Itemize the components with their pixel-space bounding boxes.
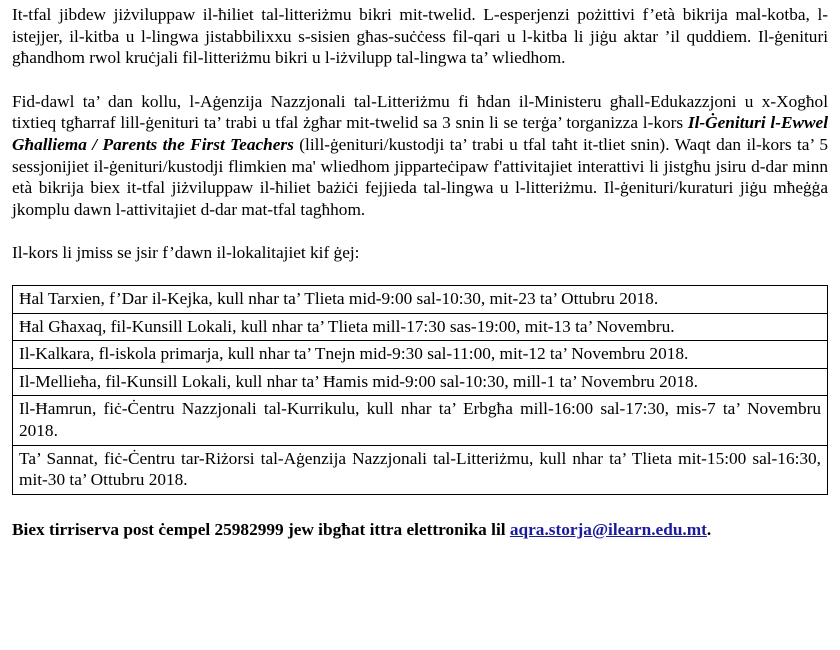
contact-text: Biex tirriserva post ċempel 25982999 jew ibgħat ittra elettronika lil (12, 519, 510, 539)
course-text-after: (lill-ġenituri/kustodji ta’ trabi u tfal taħt it-tliet snin). Waqt dan il-kors ta’ 5 sessjonijiet il-ġenituri/kustodji flimkien ma' wliedhom jipparteċipaw f'attivitajiet interattivi li jistgħu jsiru d-dar minn età bikrija biex it-tfal jiżviluppaw il-ħiliet bażiċi fejjieda tal-lingwa u l-litteriżmu. Il-ġenituri/kuraturi jiġu mħeġġa jkomplu dawn l-attivitajiet d-dar mat-tfal tagħhom. (12, 134, 828, 219)
table-row (13, 341, 828, 369)
table-row (13, 445, 828, 494)
course-title: Il-Ġenituri l-Ewwel Għalliema / Parents the First Teachers (12, 113, 829, 154)
email-link[interactable]: aqra.storja@ilearn.edu.mt (509, 519, 707, 539)
schedule-cell-kalkara: Il-Kalkara, fl-iskola primarja, kull nhar ta’ Tnejn mid-9:30 sal-11:00, mit-12 ta’ Novembru 2018. (13, 341, 828, 369)
contact-end: . (706, 519, 712, 539)
schedule-cell-ghaxaq: Ħal Għaxaq, fil-Kunsill Lokali, kull nhar ta’ Tlieta mill-17:30 sas-19:00, mit-13 ta’ Novembru. (13, 313, 828, 341)
table-row (13, 313, 828, 341)
schedule-cell-tarxien: Ħal Tarxien, f’Dar il-Kejka, kull nhar ta’ Tlieta mid-9:00 sal-10:30, mit-23 ta’ Ottubru 2018. (19, 288, 659, 308)
intro-paragraph: It-tfal jibdew jiżviluppaw il-ħiliet tal-litteriżmu bikri mit-twelid. L-esperjenzi pożittivi f’età bikrija mal-kotba, l-istejjer, il-kitba u l-lingwa jistabbilixxu s-sisien għas-suċċess fil-qari u l-kitba li jiġu aktar ’il quddiem. Il-ġenituri għandhom rwol kruċjali fil-litteriżmu bikri u l-iżvilupp tal-lingwa ta’ wliedhom. (12, 5, 828, 68)
locations-intro: Il-kors li jmiss se jsir f’dawn il-lokalitajiet kif ġej: (12, 243, 360, 263)
schedule-cell-hamrun: Il-Ħamrun, fiċ-Ċentru Nazzjonali tal-Kurrikulu, kull nhar ta’ Erbgħa mill-16:00 sal-17:30, mis-7 ta’ Novembru 2018. (13, 396, 828, 445)
table-row (13, 396, 828, 445)
course-text-before: Fid-dawl ta’ dan kollu, l-Aġenzija Nazzjonali tal-Litteriżmu fi ħdan il-Ministeru għall-Edukazzjoni u x-Xogħol tixtieq tgħarraf lill-ġenituri ta’ trabi u tfal żgħar mit-twelid sa 3 snin li se terġa’ torganizza l-kors (12, 91, 828, 133)
table-row (13, 285, 828, 313)
schedule-cell-sannat: Ta’ Sannat, fiċ-Ċentru tar-Riżorsi tal-Aġenzija Nazzjonali tal-Litteriżmu, kull nhar ta’ Tlieta mit-15:00 sal-16:30, mit-30 ta’ Ottubru 2018. (13, 445, 828, 494)
table-row (13, 368, 828, 396)
course-paragraph (12, 91, 828, 221)
contact-line (12, 519, 828, 541)
schedule-table (12, 285, 828, 495)
schedule-cell-mellieha: Il-Mellieħa, fil-Kunsill Lokali, kull nhar ta’ Ħamis mid-9:00 sal-10:30, mill-1 ta’ Novembru 2018. (13, 368, 828, 396)
